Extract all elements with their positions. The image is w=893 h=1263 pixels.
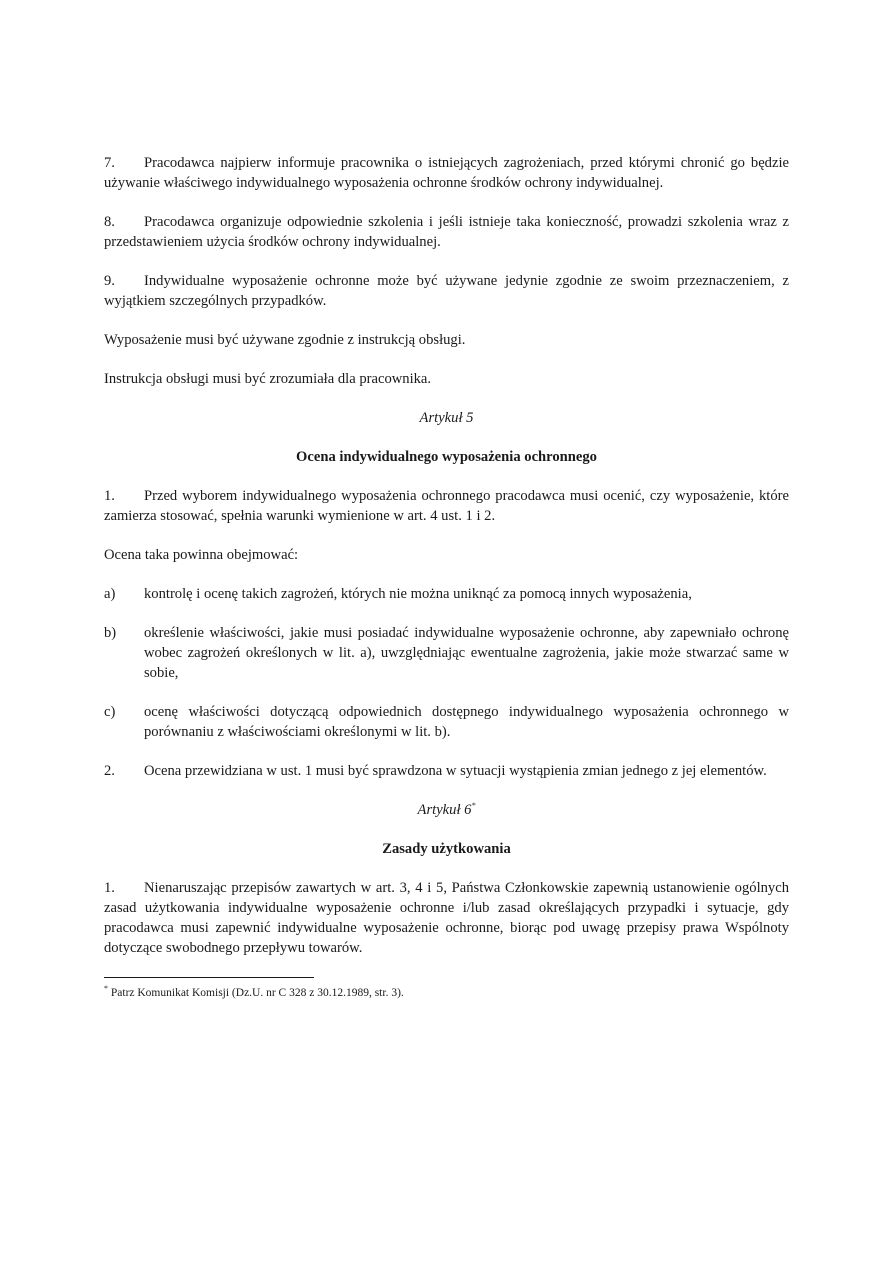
paragraph-9 — [104, 271, 789, 311]
paragraph-number: 2. — [104, 763, 115, 779]
list-item-text: kontrolę i ocenę takich zagrożeń, których nie można uniknąć za pomocą innych wyposażenia, — [144, 586, 692, 602]
list-item-c — [104, 702, 789, 742]
article-5-title: Artykuł 5 — [419, 410, 474, 426]
list-item-b — [104, 623, 789, 683]
list-marker: b) — [104, 625, 117, 641]
paragraph-text: Przed wyborem indywidualnego wyposażenia ochronnego pracodawca musi ocenić, czy wyposażenie, które zamierza stosować, spełnia warunki wymienione w art. 4 ust. 1 i 2. — [104, 488, 789, 524]
paragraph-usage: Wyposażenie musi być używane zgodnie z instrukcją obsługi. — [104, 332, 466, 348]
article-6-title-text: Artykuł 6 — [417, 802, 472, 818]
paragraph-number: 7. — [104, 155, 115, 171]
article-5-heading: Ocena indywidualnego wyposażenia ochronnego — [296, 449, 597, 465]
paragraph-text: Indywidualne wyposażenie ochronne może być używane jedynie zgodnie ze swoim przeznaczeniem, z wyjątkiem szczególnych przypadków. — [104, 273, 789, 309]
footnote — [104, 986, 789, 1001]
footnote-mark: * — [104, 984, 108, 994]
paragraph-number: 9. — [104, 273, 115, 289]
footnote-reference[interactable]: * — [471, 801, 476, 811]
paragraph-number: 1. — [104, 488, 115, 504]
paragraph-instruction: Instrukcja obsługi musi być zrozumiała dla pracownika. — [104, 371, 432, 387]
paragraph-number: 1. — [104, 880, 115, 896]
article-5-paragraph-2 — [104, 761, 789, 781]
paragraph-7 — [104, 153, 789, 193]
paragraph-text: Nienaruszając przepisów zawartych w art. 3, 4 i 5, Państwa Członkowskie zapewnią ustanowienie ogólnych zasad użytkowania indywidualne wyposażenie ochronne i/lub zasad określających przypadki i sytuacje, gdy pracodawca musi zapewnić indywidualne wyposażenie ochronne, biorąc pod uwagę przepisy prawa Wspólnoty dotyczące swobodnego przepływu towarów. — [104, 880, 789, 956]
article-5-intro: Ocena taka powinna obejmować: — [104, 547, 299, 563]
article-6-title — [104, 800, 789, 820]
list-item-a — [104, 584, 789, 604]
article-6-paragraph-1 — [104, 878, 789, 958]
article-6-heading: Zasady użytkowania — [382, 841, 511, 857]
paragraph-text: Ocena przewidziana w ust. 1 musi być sprawdzona w sytuacji wystąpienia zmian jednego z jej elementów. — [144, 763, 767, 779]
paragraph-text: Pracodawca najpierw informuje pracownika o istniejących zagrożeniach, przed którymi chronić go będzie używanie właściwego indywidualnego wyposażenia ochronne środków ochrony indywidualnej. — [104, 155, 789, 191]
list-item-text: określenie właściwości, jakie musi posiadać indywidualne wyposażenie ochronne, aby zapewniało ochronę wobec zagrożeń określonych w lit. a), uwzględniając ewentualne zagrożenia, jakie może stwarzać same w sobie, — [144, 625, 789, 681]
article-5-paragraph-1 — [104, 486, 789, 526]
footnote-text: Patrz Komunikat Komisji (Dz.U. nr C 328 z 30.12.1989, str. 3). — [110, 987, 404, 999]
footnote-divider — [104, 977, 314, 978]
paragraph-number: 8. — [104, 214, 115, 230]
list-marker: a) — [104, 586, 116, 602]
paragraph-text: Pracodawca organizuje odpowiednie szkolenia i jeśli istnieje taka konieczność, prowadzi szkolenia wraz z przedstawieniem użycia środków ochrony indywidualnej. — [104, 214, 789, 250]
paragraph-8 — [104, 212, 789, 252]
document-page — [104, 153, 789, 1001]
list-marker: c) — [104, 704, 116, 720]
list-item-text: ocenę właściwości dotyczącą odpowiednich dostępnego indywidualnego wyposażenia ochronnego w porównaniu z właściwościami określonymi w lit. b). — [144, 704, 789, 740]
